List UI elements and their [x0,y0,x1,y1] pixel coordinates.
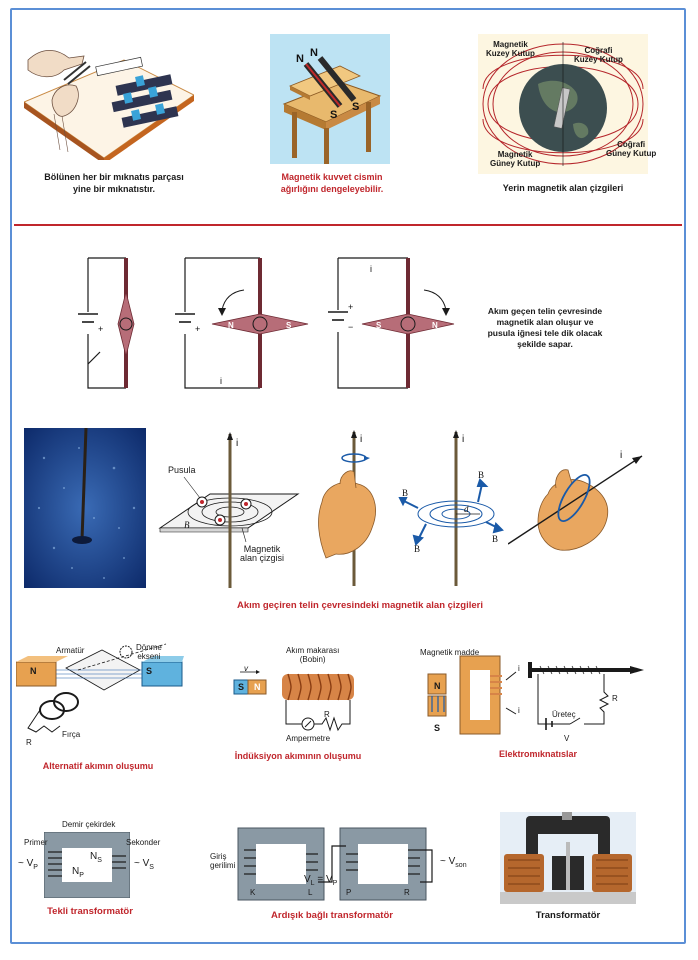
madde-label: Magnetik madde [420,648,480,657]
earth-caption-text: Yerin magnetik alan çizgileri [502,183,624,193]
vs-label [134,858,154,873]
induction-diagram [232,660,372,740]
cascade-equation [304,874,337,889]
label-mag-north [486,40,535,58]
oersted-i-2: i [220,376,222,386]
cascade-k: K [250,888,256,897]
field-i-3: i [462,434,465,445]
label-mag-north-2: Kuzey Kutup [486,49,535,58]
oersted-caption-2: magnetik alan oluşur ve [496,317,594,327]
alternator-caption [28,760,168,772]
label-geo-north-1: Coğrafi [584,46,613,55]
section-divider [14,224,682,226]
electromagnet-caption-text: Elektromıknatıslar [498,749,578,759]
uretec-label: Üreteç [552,710,576,719]
primer-label: Primer [24,838,48,847]
right-hand-rule-2 [508,448,648,558]
vp-label [18,858,38,873]
force-n2: N [310,47,318,59]
compass-field-diagram [150,428,300,588]
demir-label: Demir çekirdek [62,820,116,829]
np-sub: P [79,872,84,879]
field-b-2: B [402,488,409,498]
vs-main: ~ V [134,858,150,869]
giris-label-1: Giriş [210,852,227,861]
force-n1: N [296,53,304,65]
single-transformer-caption [20,906,160,918]
magnet-force-caption-line2: ağırlığını dengeleyebilir. [280,184,384,194]
alt-r: R [26,738,32,747]
magnet-force-caption [262,171,402,195]
np-main: N [72,866,80,877]
vson-sub: son [455,862,467,869]
label-mag-south [490,150,540,168]
field-d: d [464,504,469,514]
donme-label-1: Dönme [136,643,162,652]
oersted-circuits [60,252,480,402]
magnet-force-caption-line1: Magnetik kuvvet cismin [281,172,383,182]
eq-mid: = V [314,874,333,885]
induction-caption [228,750,368,762]
ind-v: v [244,664,248,673]
cascade-r: R [404,888,410,897]
label-geo-south-1: Coğrafi [617,140,646,149]
firca-label: Fırça [62,730,81,739]
force-s1: S [330,109,338,121]
oersted-s-2: S [286,321,292,330]
magnet-break-illustration [24,40,194,160]
transformer-photo-caption [500,910,636,922]
ns-main: N [90,851,98,862]
oersted-plus-1: + [98,324,104,334]
field-vector-diagram [398,428,513,588]
oersted-i-3: i [370,264,372,274]
em-i-1: i [518,664,520,673]
oersted-n-3: N [432,321,438,330]
magnetik-alan-label [240,545,284,563]
alt-n: N [30,666,37,676]
force-s2: S [352,101,360,113]
ind-s: S [238,682,245,692]
magnet-break-caption-line1: Bölünen her bir mıknatıs parçası [44,172,184,182]
donme-label [136,643,162,661]
oersted-caption-1: Akım geçen telin çevresinde [487,306,603,316]
vson-label [440,856,467,871]
transformer-photo-caption-text: Transformatör [535,910,601,921]
donme-label-2: ekseni [137,652,161,661]
cascade-l: L [308,888,313,897]
makara-label-1: Akım makarası [286,646,340,655]
oersted-caption-4: şekilde sapar. [517,339,573,349]
cascade-caption [252,910,412,922]
ind-r: R [324,710,330,719]
label-mag-south-2: Güney Kutup [490,159,541,168]
magnet-force-illustration [270,34,390,164]
em-r: R [612,694,618,703]
giris-label-2: gerilimi [210,861,236,870]
label-mag-north-1: Magnetik [493,40,528,49]
label-geo-south-2: Güney Kutup [606,149,657,158]
field-lines-caption [180,600,540,612]
eq-sub1: L [310,880,315,887]
alt-s: S [146,666,153,676]
pusula-label: Pusula [168,465,196,475]
em-n: N [434,681,441,691]
em-i-2: i [518,706,520,715]
single-transformer-caption-text: Tekli transformatör [47,906,133,917]
field-b-5: B [492,534,499,544]
oersted-caption [470,306,620,350]
field-i-4: i [620,450,623,461]
ns-sub: S [97,857,102,864]
field-i-1: i [236,438,239,449]
induction-caption-text: İndüksiyon akımının oluşumu [234,751,362,761]
vp-sub: P [33,864,38,871]
alternator-caption-text: Alternatif akımın oluşumu [42,761,154,771]
vp-main: ~ V [18,858,34,869]
vson-main: ~ V [440,856,456,867]
eq-v1: V [304,874,311,885]
field-i-2: i [360,434,363,445]
sekonder-label: Sekonder [126,838,161,847]
armatur-label: Armatür [56,646,85,655]
label-geo-south [606,140,656,158]
transformer-photo [500,812,636,904]
magnetik-alan-label-2: alan çizgisi [240,553,285,563]
oersted-plus-3: + [348,302,354,312]
label-geo-north [574,46,623,64]
single-transformer-diagram [44,832,130,898]
oersted-s-3: S [376,321,382,330]
vs-sub: S [149,864,154,871]
em-s: S [434,723,441,733]
earth-caption [488,182,638,194]
right-hand-rule-1 [310,428,390,588]
oersted-caption-3: pusula iğnesi tele dik olacak [487,328,603,338]
giris-label [210,852,235,870]
eq-sub2: P [332,880,338,887]
cascade-p: P [346,888,352,897]
ind-n: N [254,682,261,692]
electromagnet-caption [468,748,608,760]
makara-label-2: (Bobin) [299,655,326,664]
np-label [72,866,84,881]
field-lines-caption-text: Akım geçiren telin çevresindeki magnetik alan çizgileri [236,600,484,611]
makara-label [286,646,339,664]
magnet-break-caption [34,171,194,195]
em-v: V [564,734,570,743]
ampermetre-label: Ampermetre [286,734,331,743]
magnetik-alan-label-1: Magnetik [243,544,281,554]
cascade-caption-text: Ardışık bağlı transformatör [271,910,393,921]
oersted-n-2: N [228,321,234,330]
field-b-3: B [478,470,485,480]
ns-label [90,851,102,866]
oersted-minus-3: − [348,322,354,332]
oersted-plus-2: + [195,324,201,334]
field-b-1: B [184,520,190,530]
magnet-break-caption-line2: yine bir mıknatıstır. [72,184,156,194]
field-b-4: B [414,544,421,554]
iron-filings-photo [24,428,146,588]
label-geo-north-2: Kuzey Kutup [574,55,623,64]
label-mag-south-1: Magnetik [497,150,533,159]
